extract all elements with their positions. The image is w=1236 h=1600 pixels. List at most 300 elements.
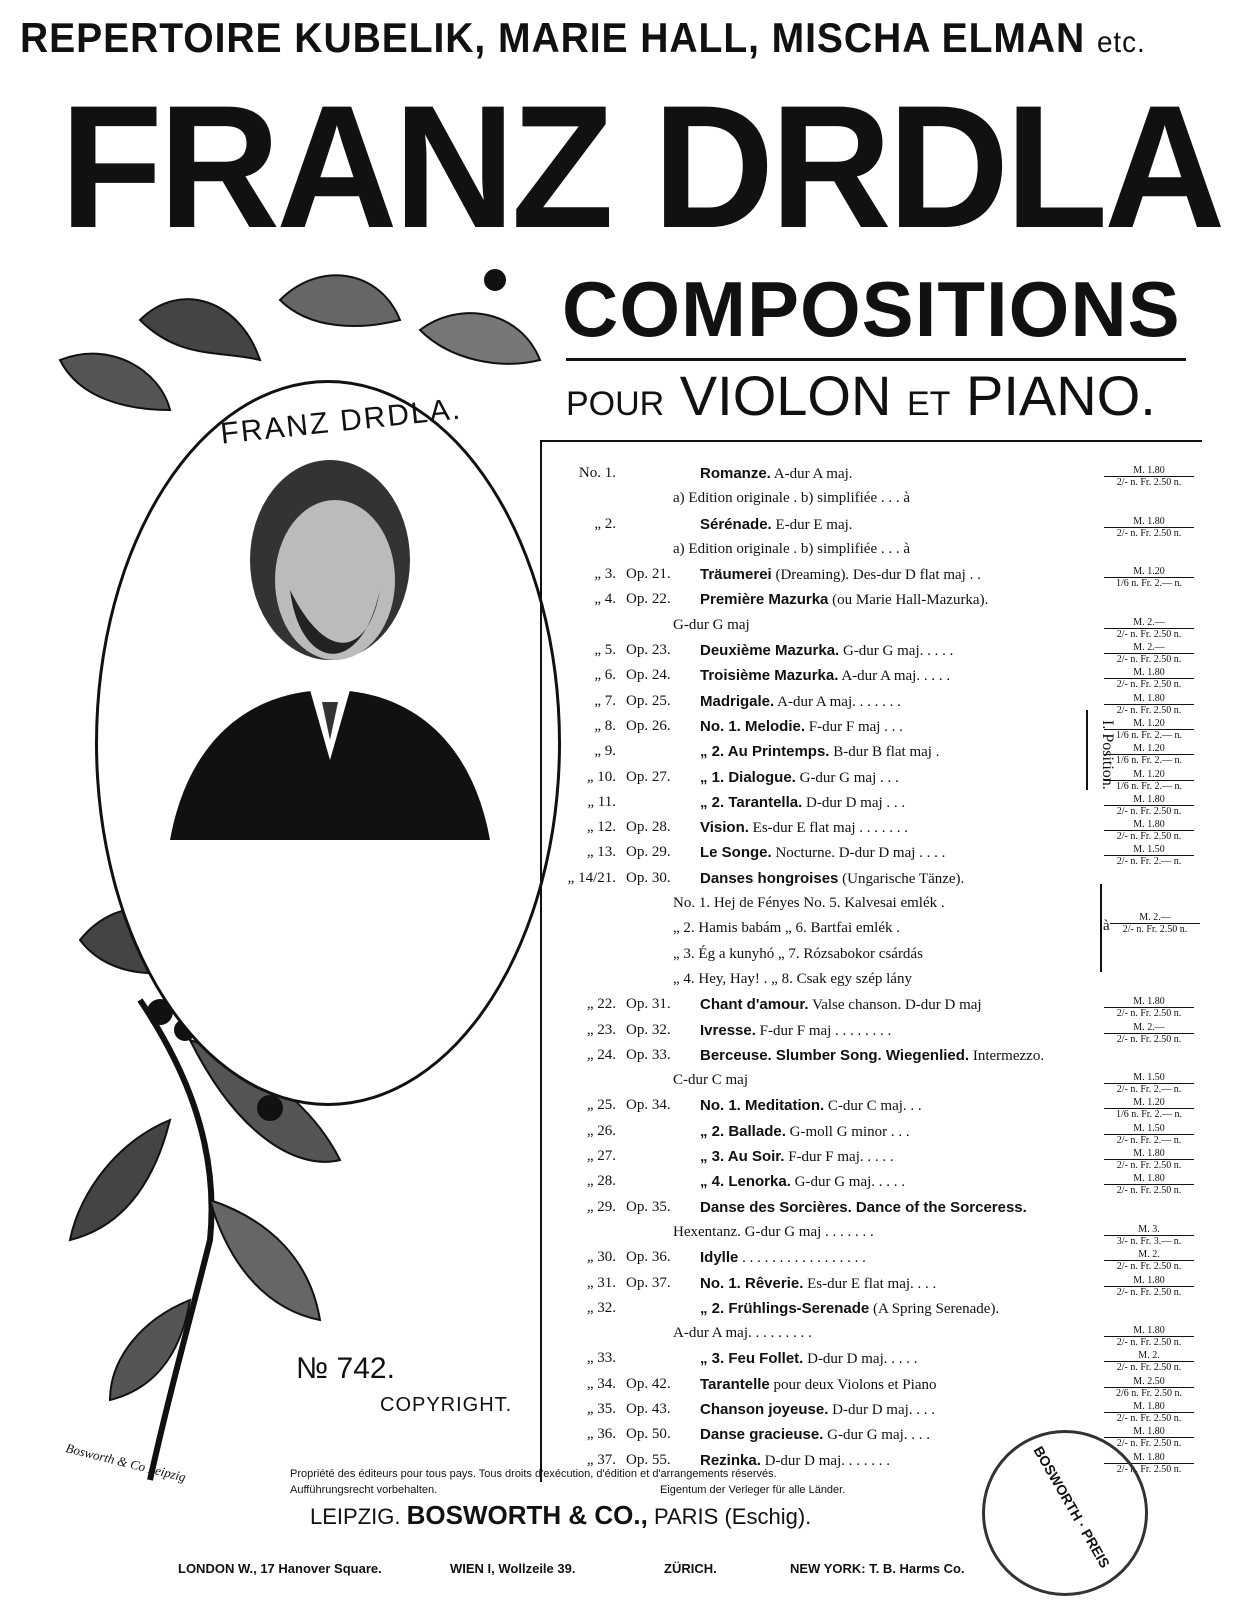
work-price-net: 1/6 n. Fr. 2.— n. [1104,754,1194,766]
work-opus: Op. 27. [626,768,671,785]
work-row [548,1249,1208,1274]
work-price [1104,617,1194,640]
work-key: pour deux Violons et Piano [773,1376,937,1393]
work-price-net: 1/6 n. Fr. 2.— n. [1104,780,1194,792]
work-opus: Op. 26. [626,717,671,734]
work-opus: Op. 31. [626,996,671,1013]
repertoire-text: REPERTOIRE KUBELIK, MARIE HALL, MISCHA ELMAN [20,14,1086,61]
work-title-group [700,1022,891,1040]
work-number: No. 1. [578,465,616,481]
work-title: Le Songe. [700,844,772,862]
work-number: „ 31. [586,1274,616,1291]
work-price-mark: M. 1.80 [1133,1325,1165,1337]
publisher-line [310,1500,811,1531]
work-title-group [700,516,853,534]
work-number: „ 33. [586,1350,616,1367]
work-title-group [700,1275,936,1293]
work-continuation: Hexentanz. G-dur G maj . . . . . . . [673,1223,874,1240]
work-title: „ 1. Dialogue. [700,768,796,786]
work-title-group [700,1376,936,1394]
work-price-mark: M. 3. [1138,1223,1160,1235]
work-title-group [700,1426,930,1444]
work-title: „ 2. Tarantella. [700,793,803,811]
work-price [1104,794,1194,817]
work-price [1104,1123,1194,1146]
work-row [548,642,1208,667]
work-price-mark: M. 1.80 [1133,1426,1165,1438]
work-row [548,1123,1208,1148]
work-price [1104,465,1194,488]
city-zurich: ZÜRICH. [664,1561,717,1576]
work-price-net: 3/- n. Fr. 3.— n. [1104,1235,1194,1247]
work-opus: Op. 21. [626,566,671,583]
repertoire-heading [20,14,1146,62]
rights-german: Aufführungsrecht vorbehalten. [290,1484,438,1496]
work-price-mark: M. 1.80 [1133,1173,1165,1185]
work-row [548,541,1208,566]
work-title-group [700,819,908,837]
work-price-net: 2/- n. Fr. 2.50 n. [1104,805,1194,817]
work-price [1104,844,1194,867]
work-price [1104,693,1194,716]
work-number: „ 29. [586,1198,616,1215]
work-key: (Ungarische Tänze). [842,870,965,887]
work-price [1104,1173,1194,1196]
work-price-mark: M. 1.80 [1133,667,1165,679]
work-price [1104,1097,1194,1120]
work-title: „ 2. Au Printemps. [700,743,830,761]
work-opus: Op. 34. [626,1097,671,1114]
work-key: G-dur G maj. . . . [827,1427,931,1444]
work-key: . . . . . . . . . . . . . . . . . [742,1250,866,1267]
work-title: „ 2. Frühlings-Serenade [700,1299,870,1317]
work-title-group [700,844,945,862]
work-title: Rezinka. [700,1451,761,1469]
publisher-name: BOSWORTH & CO., [406,1500,648,1530]
work-title: Berceuse. Slumber Song. Wiegenlied. [700,1046,970,1064]
work-title-group [700,1148,894,1166]
work-key: D-dur D maj . . . [806,794,906,811]
work-price [1104,516,1194,539]
work-key: F-dur F maj . . . . . . . . [759,1022,892,1039]
work-key: F-dur F maj . . . [808,718,903,735]
work-key: F-dur F maj. . . . . [788,1149,894,1166]
work-price-mark: M. 1.80 [1133,996,1165,1008]
work-price [1104,1350,1194,1373]
work-continuation: C-dur C maj [673,1072,748,1089]
work-number: „ 30. [586,1249,616,1266]
work-row [548,1199,1208,1224]
work-key: Intermezzo. [972,1047,1045,1064]
work-number: „ 8. [594,717,616,734]
work-key: C-dur C maj. . . [827,1098,922,1115]
city-london: LONDON W., 17 Hanover Square. [178,1561,382,1576]
work-title-group [700,996,982,1014]
subtitle-pour: POUR [566,385,665,423]
copyright-label: COPYRIGHT. [380,1394,513,1416]
work-title: Deuxième Mazurka. [700,642,840,660]
work-row [548,1350,1208,1375]
work-key: B-dur B flat maj . [833,744,940,761]
work-row [548,1300,1208,1325]
work-number: „ 10. [586,768,616,785]
work-number: „ 32. [586,1299,616,1316]
work-row [548,1022,1208,1047]
work-number: „ 12. [586,819,616,836]
work-continuation: a) Edition originale . b) simplifiée . . . à [673,490,911,507]
work-price [1104,1022,1194,1045]
work-row [548,1275,1208,1300]
work-price [1104,996,1194,1019]
publisher-leipzig: LEIPZIG. [310,1504,401,1529]
work-price-net: 2/- n. Fr. 2.50 n. [1104,1437,1194,1449]
work-title: Madrigale. [700,692,775,710]
work-price-mark: M. 2. [1138,1350,1160,1362]
work-title-group [700,667,950,685]
work-price-mark: M. 1.80 [1133,515,1165,527]
work-price-mark: M. 2.— [1133,616,1165,628]
work-row [548,1072,1208,1097]
work-price [1104,1401,1194,1424]
work-key: (A Spring Serenade). [872,1300,1000,1317]
work-number: „ 34. [586,1375,616,1392]
work-price-mark: M. 1.80 [1133,793,1165,805]
work-price-mark: M. 1.20 [1133,768,1165,780]
work-row [548,667,1208,692]
work-continuation: G-dur G maj [673,616,750,633]
work-price [1104,819,1194,842]
work-opus: Op. 32. [626,1021,671,1038]
work-price-net: 2/6 n. Fr. 2.50 n. [1104,1387,1194,1399]
work-price-net: 2/- n. Fr. 2.50 n. [1104,1463,1194,1475]
work-price-net: 2/- n. Fr. 2.50 n. [1104,1007,1194,1019]
danses-bracket [1096,884,1102,972]
work-title: Sérénade. [700,515,772,533]
catalogue-number: № 742. [296,1352,395,1385]
work-title-group [700,1097,922,1115]
work-title-group [700,693,901,711]
compositions-title: COMPOSITIONS [562,265,1181,353]
work-price-mark: M. 1.20 [1133,1097,1165,1109]
subtitle-et: ET [906,385,951,423]
work-price-mark: M. 2.— [1133,1021,1165,1033]
work-title: „ 2. Ballade. [700,1122,786,1140]
work-price-mark: M. 1.80 [1133,465,1165,476]
work-key: Valse chanson. D-dur D maj [812,997,982,1014]
work-number: „ 37. [586,1451,616,1468]
work-row [548,996,1208,1021]
work-title: Tarantelle [700,1375,770,1393]
work-title-group [700,1173,905,1191]
work-title: Chant d'amour. [700,996,809,1014]
work-price-net: 2/- n. Fr. 2.50 n. [1104,1159,1194,1171]
work-continuation: „ 3. Ég a kunyhó „ 7. Rózsabokor csárdás [673,945,923,962]
work-row [548,971,1208,996]
engraver-signature: Bosworth & Co Leipzig [64,1440,188,1485]
danses-price-top: M. 2.— [1139,912,1171,923]
work-row [548,895,1208,920]
work-key: D-dur D maj. . . . . [807,1351,918,1368]
city-newyork: NEW YORK: T. B. Harms Co. [790,1561,965,1576]
work-price [1104,1325,1194,1348]
work-title: No. 1. Meditation. [700,1097,825,1115]
work-title-group [700,794,905,812]
work-title: Chanson joyeuse. [700,1400,829,1418]
work-key: A-dur A maj. [773,466,853,482]
work-key: G-moll G minor . . . [789,1123,910,1140]
work-price-net: 2/- n. Fr. 2.50 n. [1104,1286,1194,1298]
work-title: Träumerei [700,566,772,584]
composer-title: FRANZ DRDLA [60,70,1222,265]
work-price-net: 2/- n. Fr. 2.50 n. [1104,527,1194,539]
work-price-net: 2/- n. Fr. 2.50 n. [1104,1184,1194,1196]
work-price [1104,718,1194,741]
work-row [548,617,1208,642]
work-title: Première Mazurka [700,591,829,609]
danses-price-bot: 2/- n. Fr. 2.50 n. [1110,923,1200,935]
work-price [1104,1426,1194,1449]
position-bracket [1086,710,1088,790]
danses-price [1110,912,1200,935]
work-opus: Op. 42. [626,1375,671,1392]
work-key: A-dur A maj. . . . . [841,668,951,685]
work-title-group [700,1047,1044,1065]
work-key: D-dur D maj. . . . . . . [764,1452,891,1469]
work-title-group [700,1199,1027,1217]
work-title: Vision. [700,819,749,837]
work-title: No. 1. Rêverie. [700,1274,804,1292]
work-continuation: „ 2. Hamis babám „ 6. Bartfai emlék . [673,920,901,937]
work-price [1104,667,1194,690]
position-label: I. Position. [1099,720,1116,790]
work-price-mark: M. 1.50 [1133,844,1165,856]
work-price [1104,1224,1194,1247]
work-continuation: „ 4. Hey, Hay! . „ 8. Csak egy szép lány [673,970,912,987]
work-title: Danses hongroises [700,869,839,887]
work-opus: Op. 28. [626,819,671,836]
work-price [1104,642,1194,665]
work-price-mark: M. 1.80 [1133,819,1165,831]
work-title: No. 1. Melodie. [700,717,806,735]
work-title-group [700,1123,910,1141]
work-row [548,1325,1208,1350]
work-row [548,1148,1208,1173]
work-number: „ 4. [594,591,616,608]
work-key: G-dur G maj. . . . . [842,643,954,660]
works-list [548,465,1208,1477]
work-price-net: 2/- n. Fr. 2.— n. [1104,855,1194,867]
work-title-group [700,1350,918,1368]
work-row [548,870,1208,895]
work-price [1104,743,1194,766]
work-key: A-dur A maj. . . . . . . [777,693,901,710]
work-number: „ 7. [594,692,616,709]
work-number: „ 35. [586,1400,616,1417]
work-price-net: 2/- n. Fr. 2.50 n. [1104,1412,1194,1424]
work-price-mark: M. 1.50 [1133,1072,1165,1084]
work-price-mark: M. 1.80 [1133,1274,1165,1286]
work-number: „ 14/21. [567,869,616,886]
work-price-net: 2/- n. Fr. 2.50 n. [1104,1033,1194,1045]
work-price-net: 1/6 n. Fr. 2.— n. [1104,577,1194,589]
work-opus: Op. 35. [626,1198,671,1215]
work-row [548,591,1208,616]
work-price-mark: M. 1.50 [1133,1122,1165,1134]
work-price-net: 2/- n. Fr. 2.— n. [1104,1134,1194,1146]
work-price [1104,1148,1194,1171]
work-title: Idylle [700,1249,739,1267]
work-price [1104,566,1194,589]
stamp-text: BOSWORTH · PREIS [1030,1443,1114,1571]
work-opus: Op. 36. [626,1249,671,1266]
work-opus: Op. 50. [626,1426,671,1443]
work-row [548,490,1208,515]
work-opus: Op. 22. [626,591,671,608]
work-price-net: 2/- n. Fr. 2.50 n. [1104,476,1194,488]
work-key: (Dreaming). Des-dur D flat maj . . [775,567,981,584]
work-title-group [700,465,853,483]
work-price [1104,1249,1194,1272]
work-title-group [700,566,981,584]
work-number: „ 26. [586,1122,616,1139]
work-key: G-dur G maj. . . . . [794,1174,906,1191]
work-opus: Op. 30. [626,869,671,886]
work-number: „ 2. [594,515,616,532]
work-row [548,465,1208,490]
work-title-group [700,591,988,609]
danses-a: à [1103,918,1110,934]
work-continuation: A-dur A maj. . . . . . . . . [673,1325,812,1342]
work-row [548,819,1208,844]
city-wien: WIEN I, Wollzeile 39. [450,1561,576,1576]
work-row [548,1224,1208,1249]
work-title: Romanze. [700,465,771,482]
work-opus: Op. 55. [626,1451,671,1468]
work-continuation: a) Edition originale . b) simplifiée . . . à [673,540,911,557]
work-price-mark: M. 2.— [1133,642,1165,654]
work-price-net: 2/- n. Fr. 2.50 n. [1104,678,1194,690]
work-row [548,1376,1208,1401]
title-rule [566,358,1186,361]
repertoire-etc: etc. [1096,26,1146,59]
work-price [1104,1275,1194,1298]
work-opus: Op. 43. [626,1400,671,1417]
work-key: G-dur G maj . . . [799,769,899,786]
work-price [1104,1072,1194,1095]
work-number: „ 25. [586,1097,616,1114]
work-title: „ 4. Lenorka. [700,1173,791,1191]
work-row [548,516,1208,541]
work-price-mark: M. 1.80 [1133,1400,1165,1412]
owner-german: Eigentum der Verleger für alle Länder. [660,1484,846,1496]
work-number: „ 11. [587,793,616,810]
work-title-group [700,1401,935,1419]
work-price-mark: M. 1.20 [1133,717,1165,729]
work-price-net: 2/- n. Fr. 2.50 n. [1104,1260,1194,1272]
work-row [548,946,1208,971]
work-title-group [700,743,939,761]
work-row [548,844,1208,869]
work-title: Troisième Mazurka. [700,667,839,685]
work-number: „ 28. [586,1173,616,1190]
work-title-group [700,769,899,787]
work-row [548,1097,1208,1122]
work-title: „ 3. Au Soir. [700,1148,785,1166]
work-key: E-dur E maj. [775,516,853,533]
work-title-group [700,718,903,736]
work-row [548,794,1208,819]
work-key: Es-dur E flat maj. . . . [807,1275,937,1292]
work-title: „ 3. Feu Follet. [700,1350,804,1368]
work-price [1104,1376,1194,1399]
work-title: Danse des Sorcières. Dance of the Sorceress. [700,1198,1027,1216]
work-price-net: 2/- n. Fr. 2.50 n. [1104,704,1194,716]
work-price-mark: M. 1.80 [1133,1451,1165,1463]
work-price-mark: M. 1.20 [1133,743,1165,755]
work-row [548,566,1208,591]
work-price-mark: M. 2. [1138,1249,1160,1261]
work-price-net: 2/- n. Fr. 2.— n. [1104,1083,1194,1095]
work-price-mark: M. 2.50 [1133,1375,1165,1387]
work-opus: Op. 29. [626,844,671,861]
work-row [548,1047,1208,1072]
work-number: „ 22. [586,996,616,1013]
work-price-net: 2/- n. Fr. 2.50 n. [1104,1336,1194,1348]
work-number: „ 13. [586,844,616,861]
work-opus: Op. 24. [626,667,671,684]
work-price-net: 2/- n. Fr. 2.50 n. [1104,653,1194,665]
work-opus: Op. 25. [626,692,671,709]
work-price-net: 1/6 n. Fr. 2.— n. [1104,1108,1194,1120]
work-number: „ 27. [586,1148,616,1165]
work-number: „ 6. [594,667,616,684]
publisher-stamp [982,1430,1148,1596]
work-row [548,1401,1208,1426]
work-number: „ 9. [594,743,616,760]
work-key: Es-dur E flat maj . . . . . . . [752,820,909,837]
work-title-group [700,1452,890,1470]
work-price-net: 2/- n. Fr. 2.50 n. [1104,628,1194,640]
work-price-net: 2/- n. Fr. 2.50 n. [1104,1361,1194,1373]
work-row [548,693,1208,718]
work-title: Ivresse. [700,1021,756,1039]
work-price-mark: M. 1.20 [1133,566,1165,578]
work-price-mark: M. 1.80 [1133,1148,1165,1160]
work-price-net: 2/- n. Fr. 2.50 n. [1104,830,1194,842]
work-number: „ 23. [586,1021,616,1038]
work-price [1104,769,1194,792]
work-number: „ 3. [594,566,616,583]
work-title-group [700,642,953,660]
work-key: Nocturne. D-dur D maj . . . . [775,845,946,862]
work-continuation: No. 1. Hej de Fényes No. 5. Kalvesai emlék . [673,895,945,912]
work-number: „ 5. [594,642,616,659]
subtitle-piano: PIANO. [966,364,1156,427]
work-title: Danse gracieuse. [700,1426,824,1444]
rights-french: Propriété des éditeurs pour tous pays. Tous droits d'exécution, d'édition et d'arrangements réservés. [290,1468,777,1480]
work-title-group [700,870,964,888]
work-price-net: 1/6 n. Fr. 2.— n. [1104,729,1194,741]
work-key: D-dur D maj. . . . [832,1401,936,1418]
publisher-paris: PARIS (Eschig). [653,1504,812,1529]
work-number: „ 36. [586,1426,616,1443]
work-key: (ou Marie Hall-Mazurka). [832,592,989,609]
work-row [548,1173,1208,1198]
work-title-group [700,1249,866,1267]
work-number: „ 24. [586,1046,616,1063]
portrait-image [150,440,510,840]
work-opus: Op. 23. [626,642,671,659]
